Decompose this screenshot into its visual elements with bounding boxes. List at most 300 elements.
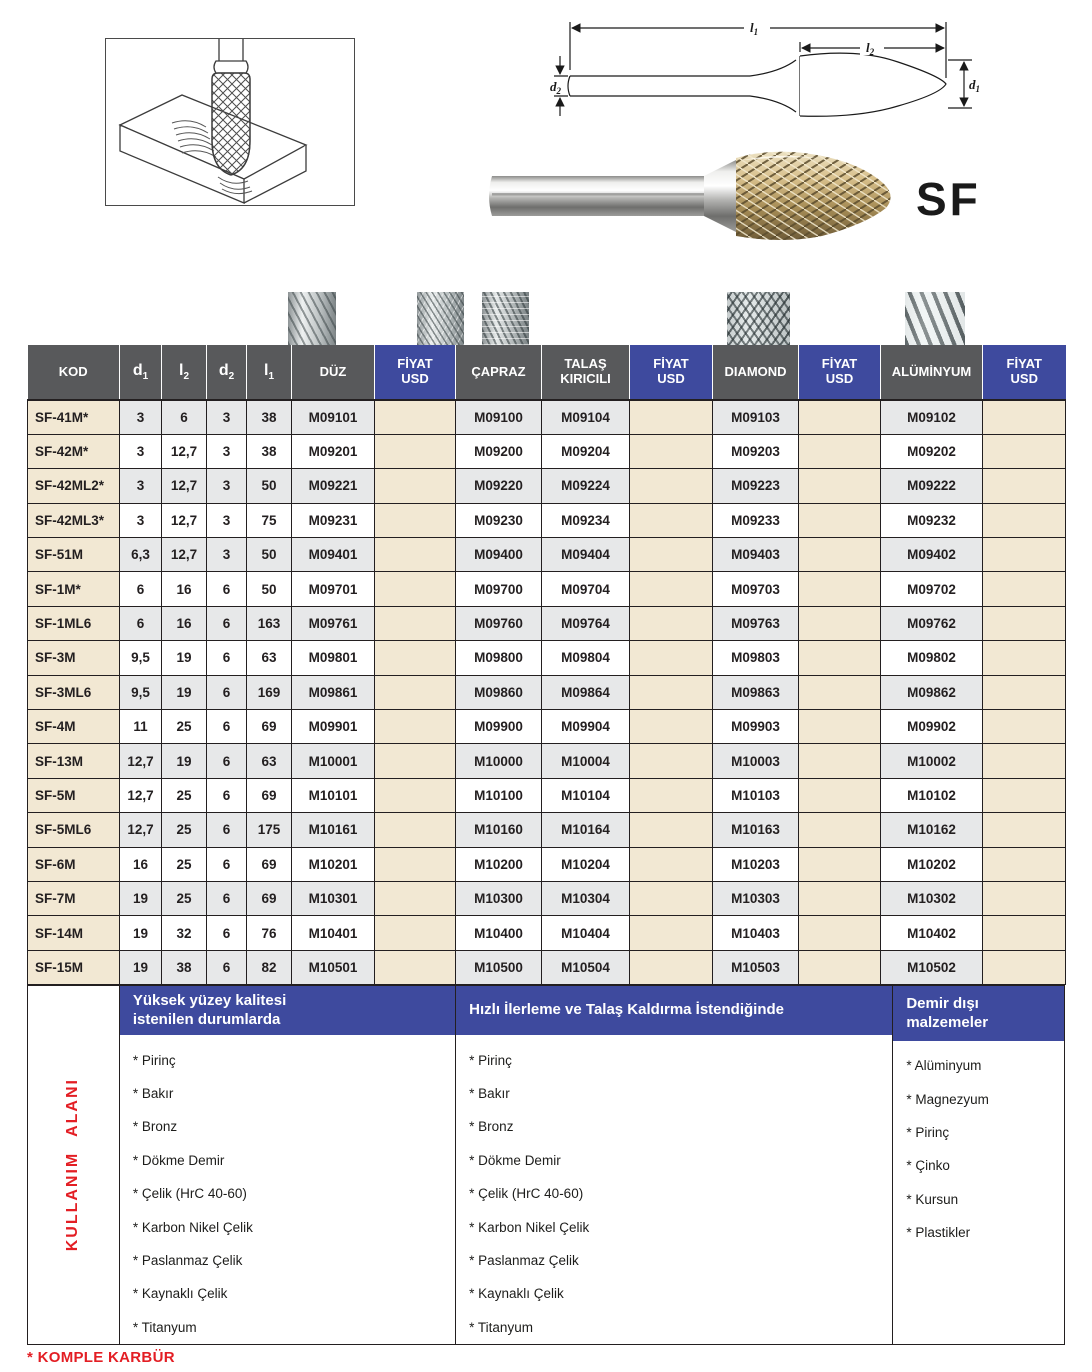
cell-d2: 3 xyxy=(207,400,247,434)
cell-talas-code: M09704 xyxy=(542,572,630,606)
usage-area-section xyxy=(27,985,1065,1345)
cell-fiyat-diamond xyxy=(799,606,881,640)
cell-fiyat-aluminyum xyxy=(983,538,1066,572)
cell-d1: 19 xyxy=(120,881,162,915)
product-table-body xyxy=(28,400,1066,985)
col-header-capraz: ÇAPRAZ xyxy=(456,345,542,400)
col-header-d1: $d_1$ xyxy=(120,345,162,400)
cell-fiyat-capraz xyxy=(630,813,713,847)
cell-fiyat-diamond xyxy=(799,538,881,572)
cell-diamond-code: M09763 xyxy=(713,606,799,640)
cell-d1: 12,7 xyxy=(120,744,162,778)
col-header-fiyat-diamond: FİYAT USD xyxy=(799,345,881,400)
usage-list-item: * Bakır xyxy=(132,1086,174,1102)
cell-duz-code: M09101 xyxy=(292,400,375,434)
cell-l2: 12,7 xyxy=(162,469,207,503)
cell-capraz-code: M09400 xyxy=(456,538,542,572)
cell-fiyat-diamond xyxy=(799,400,881,434)
cell-d2: 6 xyxy=(207,847,247,881)
table-row xyxy=(28,503,1066,537)
cell-diamond-code: M09703 xyxy=(713,572,799,606)
cell-duz-code: M09221 xyxy=(292,469,375,503)
cell-aluminyum-code: M09202 xyxy=(881,434,983,468)
cell-fiyat-aluminyum xyxy=(983,950,1066,984)
cell-l1: 63 xyxy=(247,744,292,778)
cell-l1: 76 xyxy=(247,916,292,950)
cell-fiyat-diamond xyxy=(799,503,881,537)
cell-fiyat-aluminyum xyxy=(983,675,1066,709)
cell-fiyat-capraz xyxy=(630,950,713,984)
cell-capraz-code: M09800 xyxy=(456,641,542,675)
cell-l1: 82 xyxy=(247,950,292,984)
cell-l2: 6 xyxy=(162,400,207,434)
cell-duz-code: M09761 xyxy=(292,606,375,640)
cell-fiyat-diamond xyxy=(799,813,881,847)
cell-fiyat-aluminyum xyxy=(983,916,1066,950)
burr-cutting-drawing-icon xyxy=(106,39,354,205)
cell-d1: 3 xyxy=(120,434,162,468)
table-row xyxy=(28,881,1066,915)
cell-capraz-code: M09900 xyxy=(456,710,542,744)
cell-aluminyum-code: M10002 xyxy=(881,744,983,778)
cell-l1: 38 xyxy=(247,400,292,434)
dim-label-d2: $d_2$ xyxy=(550,79,561,96)
cell-fiyat-diamond xyxy=(799,881,881,915)
cell-capraz-code: M09230 xyxy=(456,503,542,537)
cell-d1: 6 xyxy=(120,606,162,640)
cell-diamond-code: M09223 xyxy=(713,469,799,503)
cell-fiyat-aluminyum xyxy=(983,641,1066,675)
cell-d2: 6 xyxy=(207,572,247,606)
cell-kod: SF-5M xyxy=(28,778,120,812)
cell-fiyat-diamond xyxy=(799,916,881,950)
cell-fiyat-duz xyxy=(375,710,456,744)
diamond-pattern-thumbnail xyxy=(727,292,790,345)
cell-duz-code: M09861 xyxy=(292,675,375,709)
cell-d2: 6 xyxy=(207,710,247,744)
usage-list-item: * Karbon Nikel Çelik xyxy=(132,1219,253,1235)
cell-kod: SF-5ML6 xyxy=(28,813,120,847)
usage-list-item: * Plastikler xyxy=(906,1225,971,1241)
cell-d1: 12,7 xyxy=(120,813,162,847)
cell-d2: 6 xyxy=(207,881,247,915)
cell-diamond-code: M10203 xyxy=(713,847,799,881)
cell-fiyat-diamond xyxy=(799,778,881,812)
table-row xyxy=(28,400,1066,434)
cell-fiyat-capraz xyxy=(630,606,713,640)
cell-aluminyum-code: M10302 xyxy=(881,881,983,915)
usage-list-item: * Pirinç xyxy=(469,1052,512,1068)
cell-talas-code: M09864 xyxy=(542,675,630,709)
col-header-d2: $d_2$ xyxy=(207,345,247,400)
table-row xyxy=(28,744,1066,778)
cell-l1: 69 xyxy=(247,847,292,881)
cell-duz-code: M09801 xyxy=(292,641,375,675)
cell-l2: 25 xyxy=(162,778,207,812)
cell-fiyat-diamond xyxy=(799,572,881,606)
cell-fiyat-diamond xyxy=(799,847,881,881)
table-row xyxy=(28,434,1066,468)
cell-l1: 169 xyxy=(247,675,292,709)
cell-capraz-code: M09200 xyxy=(456,434,542,468)
usage-list-item: * Pirinç xyxy=(906,1124,950,1140)
cell-talas-code: M10164 xyxy=(542,813,630,847)
cell-diamond-code: M09803 xyxy=(713,641,799,675)
cell-capraz-code: M10000 xyxy=(456,744,542,778)
table-row xyxy=(28,469,1066,503)
cell-l2: 38 xyxy=(162,950,207,984)
col-header-fiyat-aluminyum: FİYAT USD xyxy=(983,345,1066,400)
usage-list-item: * Magnezyum xyxy=(906,1091,989,1107)
usage-column-1-header: Yüksek yüzey kalitesi istenilen durumlarda xyxy=(120,986,455,1035)
cell-talas-code: M09234 xyxy=(542,503,630,537)
table-row xyxy=(28,778,1066,812)
col-header-fiyat-duz: FİYAT USD xyxy=(375,345,456,400)
table-row xyxy=(28,675,1066,709)
cell-diamond-code: M10403 xyxy=(713,916,799,950)
cell-fiyat-diamond xyxy=(799,469,881,503)
cell-aluminyum-code: M10502 xyxy=(881,950,983,984)
usage-list-item: * Kaynaklı Çelik xyxy=(469,1286,564,1302)
cell-fiyat-diamond xyxy=(799,744,881,778)
cell-d2: 6 xyxy=(207,916,247,950)
cell-kod: SF-3ML6 xyxy=(28,675,120,709)
cell-d1: 19 xyxy=(120,950,162,984)
cell-fiyat-capraz xyxy=(630,641,713,675)
cell-diamond-code: M10503 xyxy=(713,950,799,984)
table-header-row xyxy=(28,345,1066,400)
cell-fiyat-duz xyxy=(375,469,456,503)
duz-pattern-thumbnail xyxy=(288,292,336,345)
usage-list-item: * Kaynaklı Çelik xyxy=(132,1286,228,1302)
usage-list-item: * Çinko xyxy=(906,1158,950,1174)
usage-list-item: * Dökme Demir xyxy=(469,1152,561,1168)
cell-fiyat-capraz xyxy=(630,847,713,881)
usage-list-item: * Paslanmaz Çelik xyxy=(469,1253,579,1269)
usage-list-item: * Dökme Demir xyxy=(132,1152,225,1168)
dim-label-l1: $l_1$ xyxy=(750,20,759,37)
cell-kod: SF-4M xyxy=(28,710,120,744)
cell-talas-code: M10404 xyxy=(542,916,630,950)
cell-kod: SF-3M xyxy=(28,641,120,675)
cell-d2: 6 xyxy=(207,675,247,709)
cell-duz-code: M10401 xyxy=(292,916,375,950)
cell-l2: 25 xyxy=(162,881,207,915)
cell-l2: 16 xyxy=(162,572,207,606)
cell-fiyat-aluminyum xyxy=(983,572,1066,606)
cell-aluminyum-code: M10402 xyxy=(881,916,983,950)
usage-area-vertical-title: KULLANIM ALANI xyxy=(64,1078,82,1252)
talas-kiricili-pattern-thumbnail xyxy=(482,292,529,345)
cell-kod: SF-41M* xyxy=(28,400,120,434)
col-header-diamond: DIAMOND xyxy=(713,345,799,400)
cell-aluminyum-code: M09222 xyxy=(881,469,983,503)
cell-duz-code: M10501 xyxy=(292,950,375,984)
cell-diamond-code: M10003 xyxy=(713,744,799,778)
col-header-talas: TALAŞ KIRICILI xyxy=(542,345,630,400)
cell-fiyat-aluminyum xyxy=(983,744,1066,778)
cell-aluminyum-code: M09862 xyxy=(881,675,983,709)
cell-fiyat-capraz xyxy=(630,778,713,812)
capraz-pattern-thumbnail xyxy=(417,292,464,345)
cell-fiyat-diamond xyxy=(799,434,881,468)
cell-diamond-code: M09103 xyxy=(713,400,799,434)
cell-l2: 12,7 xyxy=(162,503,207,537)
cell-talas-code: M10104 xyxy=(542,778,630,812)
cell-aluminyum-code: M09102 xyxy=(881,400,983,434)
usage-list-item: * Alüminyum xyxy=(906,1058,982,1074)
cell-duz-code: M10001 xyxy=(292,744,375,778)
cell-fiyat-diamond xyxy=(799,675,881,709)
cell-fiyat-aluminyum xyxy=(983,606,1066,640)
product-family-label: SF xyxy=(916,173,981,225)
cell-capraz-code: M10160 xyxy=(456,813,542,847)
cell-d1: 9,5 xyxy=(120,675,162,709)
burr-photo xyxy=(482,146,914,246)
cell-d2: 3 xyxy=(207,434,247,468)
cell-fiyat-duz xyxy=(375,503,456,537)
aluminyum-pattern-thumbnail xyxy=(905,292,965,345)
cell-fiyat-duz xyxy=(375,675,456,709)
cell-d1: 3 xyxy=(120,469,162,503)
cell-capraz-code: M10100 xyxy=(456,778,542,812)
cell-talas-code: M09904 xyxy=(542,710,630,744)
cell-fiyat-aluminyum xyxy=(983,813,1066,847)
cell-l2: 19 xyxy=(162,744,207,778)
cell-capraz-code: M09860 xyxy=(456,675,542,709)
cell-fiyat-duz xyxy=(375,916,456,950)
cell-l1: 50 xyxy=(247,469,292,503)
cell-fiyat-duz xyxy=(375,847,456,881)
cell-fiyat-aluminyum xyxy=(983,710,1066,744)
cell-capraz-code: M09220 xyxy=(456,469,542,503)
cell-duz-code: M10201 xyxy=(292,847,375,881)
table-row xyxy=(28,572,1066,606)
cell-fiyat-capraz xyxy=(630,675,713,709)
usage-list-item: * Pirinç xyxy=(132,1052,176,1068)
cell-l2: 25 xyxy=(162,710,207,744)
cell-aluminyum-code: M09702 xyxy=(881,572,983,606)
dim-label-l2: $l_2$ xyxy=(866,40,875,57)
cell-d2: 6 xyxy=(207,813,247,847)
cell-duz-code: M10161 xyxy=(292,813,375,847)
cell-l2: 12,7 xyxy=(162,434,207,468)
cell-fiyat-aluminyum xyxy=(983,503,1066,537)
cell-l1: 75 xyxy=(247,503,292,537)
col-header-l2: $l_2$ xyxy=(162,345,207,400)
usage-list-item: * Bakır xyxy=(469,1086,510,1102)
cell-kod: SF-6M xyxy=(28,847,120,881)
cell-fiyat-capraz xyxy=(630,572,713,606)
col-header-kod: KOD xyxy=(28,345,120,400)
cell-diamond-code: M09203 xyxy=(713,434,799,468)
cell-l2: 25 xyxy=(162,813,207,847)
cell-talas-code: M09404 xyxy=(542,538,630,572)
cell-l2: 32 xyxy=(162,916,207,950)
cell-l1: 63 xyxy=(247,641,292,675)
table-row xyxy=(28,710,1066,744)
cell-talas-code: M10204 xyxy=(542,847,630,881)
cell-duz-code: M09401 xyxy=(292,538,375,572)
table-row xyxy=(28,606,1066,640)
usage-list-item: * Kursun xyxy=(906,1191,959,1207)
cell-fiyat-capraz xyxy=(630,538,713,572)
usage-column-3-header: Demir dışı malzemeler xyxy=(893,986,1064,1041)
cell-capraz-code: M09700 xyxy=(456,572,542,606)
cell-talas-code: M09764 xyxy=(542,606,630,640)
usage-list-item: * Çelik (HrC 40-60) xyxy=(132,1186,247,1202)
cell-d1: 9,5 xyxy=(120,641,162,675)
cell-capraz-code: M10300 xyxy=(456,881,542,915)
table-row xyxy=(28,538,1066,572)
complete-carbide-footnote: * KOMPLE KARBÜR xyxy=(27,1349,175,1366)
cell-l1: 175 xyxy=(247,813,292,847)
cell-duz-code: M10301 xyxy=(292,881,375,915)
cell-capraz-code: M09760 xyxy=(456,606,542,640)
cell-capraz-code: M10500 xyxy=(456,950,542,984)
cell-d1: 6,3 xyxy=(120,538,162,572)
cell-fiyat-duz xyxy=(375,538,456,572)
table-row xyxy=(28,916,1066,950)
cell-d1: 3 xyxy=(120,400,162,434)
cell-diamond-code: M09403 xyxy=(713,538,799,572)
cell-d2: 6 xyxy=(207,744,247,778)
cell-d1: 6 xyxy=(120,572,162,606)
cell-aluminyum-code: M09802 xyxy=(881,641,983,675)
cell-fiyat-capraz xyxy=(630,744,713,778)
cell-duz-code: M09231 xyxy=(292,503,375,537)
cell-diamond-code: M09233 xyxy=(713,503,799,537)
cell-d1: 11 xyxy=(120,710,162,744)
cell-fiyat-capraz xyxy=(630,881,713,915)
table-row xyxy=(28,847,1066,881)
cell-aluminyum-code: M09402 xyxy=(881,538,983,572)
usage-column-1-list xyxy=(120,1035,455,1344)
cell-kod: SF-1M* xyxy=(28,572,120,606)
col-header-l1: $l_1$ xyxy=(247,345,292,400)
cell-capraz-code: M10400 xyxy=(456,916,542,950)
cell-fiyat-duz xyxy=(375,813,456,847)
cell-fiyat-duz xyxy=(375,400,456,434)
cell-l2: 16 xyxy=(162,606,207,640)
cell-duz-code: M09201 xyxy=(292,434,375,468)
cell-fiyat-duz xyxy=(375,606,456,640)
cell-l2: 19 xyxy=(162,675,207,709)
col-header-fiyat-capraz: FİYAT USD xyxy=(630,345,713,400)
usage-list-item: * Paslanmaz Çelik xyxy=(132,1253,243,1269)
cell-kod: SF-51M xyxy=(28,538,120,572)
cell-fiyat-aluminyum xyxy=(983,469,1066,503)
cell-fiyat-duz xyxy=(375,572,456,606)
cell-diamond-code: M10163 xyxy=(713,813,799,847)
usage-area-label-cell xyxy=(28,986,120,1344)
burr-usage-illustration xyxy=(105,38,355,206)
usage-list-item: * Bronz xyxy=(469,1119,514,1135)
cell-fiyat-capraz xyxy=(630,916,713,950)
cell-aluminyum-code: M10202 xyxy=(881,847,983,881)
cell-l2: 12,7 xyxy=(162,538,207,572)
cell-d2: 6 xyxy=(207,606,247,640)
cell-l1: 50 xyxy=(247,572,292,606)
cell-l2: 25 xyxy=(162,847,207,881)
usage-list-item: * Çelik (HrC 40-60) xyxy=(469,1186,584,1202)
cell-aluminyum-code: M09902 xyxy=(881,710,983,744)
cell-kod: SF-13M xyxy=(28,744,120,778)
usage-column-2-list xyxy=(456,1035,892,1344)
cell-l1: 69 xyxy=(247,778,292,812)
col-header-duz: DÜZ xyxy=(292,345,375,400)
usage-column-3-list xyxy=(893,1041,1064,1249)
cell-talas-code: M09224 xyxy=(542,469,630,503)
dimension-diagram xyxy=(548,12,980,134)
table-row xyxy=(28,813,1066,847)
cell-diamond-code: M10303 xyxy=(713,881,799,915)
cell-d2: 3 xyxy=(207,503,247,537)
cell-aluminyum-code: M10102 xyxy=(881,778,983,812)
cell-duz-code: M09901 xyxy=(292,710,375,744)
cell-l1: 38 xyxy=(247,434,292,468)
cell-fiyat-capraz xyxy=(630,469,713,503)
cell-l1: 69 xyxy=(247,710,292,744)
usage-column-nonferrous xyxy=(892,986,1064,1344)
cell-fiyat-aluminyum xyxy=(983,847,1066,881)
cell-d2: 3 xyxy=(207,469,247,503)
cell-d2: 6 xyxy=(207,778,247,812)
cell-l1: 50 xyxy=(247,538,292,572)
dim-label-d1: $d_1$ xyxy=(969,77,980,94)
cell-duz-code: M10101 xyxy=(292,778,375,812)
cell-l1: 163 xyxy=(247,606,292,640)
cell-diamond-code: M09863 xyxy=(713,675,799,709)
cell-talas-code: M09204 xyxy=(542,434,630,468)
cell-capraz-code: M09100 xyxy=(456,400,542,434)
cell-fiyat-capraz xyxy=(630,503,713,537)
cell-d2: 6 xyxy=(207,950,247,984)
cell-aluminyum-code: M09762 xyxy=(881,606,983,640)
cell-talas-code: M10504 xyxy=(542,950,630,984)
cell-kod: SF-1ML6 xyxy=(28,606,120,640)
cell-fiyat-diamond xyxy=(799,641,881,675)
usage-list-item: * Titanyum xyxy=(132,1319,197,1335)
cell-diamond-code: M10103 xyxy=(713,778,799,812)
usage-column-fast-feed xyxy=(455,986,892,1344)
cell-fiyat-duz xyxy=(375,744,456,778)
cell-fiyat-diamond xyxy=(799,950,881,984)
usage-list-item: * Karbon Nikel Çelik xyxy=(469,1219,590,1235)
cell-fiyat-capraz xyxy=(630,710,713,744)
cell-fiyat-duz xyxy=(375,950,456,984)
cell-fiyat-duz xyxy=(375,434,456,468)
col-header-aluminyum: ALÜMİNYUM xyxy=(881,345,983,400)
cell-fiyat-aluminyum xyxy=(983,434,1066,468)
table-row xyxy=(28,950,1066,984)
cell-fiyat-capraz xyxy=(630,434,713,468)
cell-duz-code: M09701 xyxy=(292,572,375,606)
cell-kod: SF-14M xyxy=(28,916,120,950)
cell-capraz-code: M10200 xyxy=(456,847,542,881)
table-row xyxy=(28,641,1066,675)
cell-aluminyum-code: M10162 xyxy=(881,813,983,847)
cell-d1: 19 xyxy=(120,916,162,950)
usage-column-surface-quality xyxy=(120,986,455,1344)
cell-fiyat-aluminyum xyxy=(983,400,1066,434)
cell-d2: 6 xyxy=(207,641,247,675)
cell-kod: SF-42M* xyxy=(28,434,120,468)
cell-fiyat-duz xyxy=(375,881,456,915)
usage-list-item: * Bronz xyxy=(132,1119,178,1135)
cell-fiyat-aluminyum xyxy=(983,778,1066,812)
cell-talas-code: M10004 xyxy=(542,744,630,778)
